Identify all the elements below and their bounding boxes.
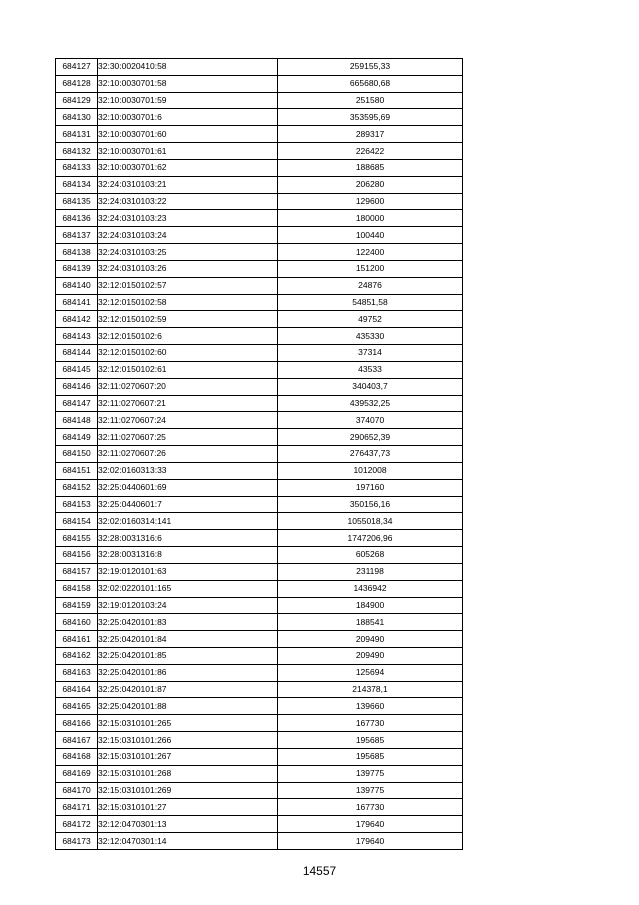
value-cell: 167730	[278, 715, 463, 732]
value-cell: 435330	[278, 328, 463, 345]
value-cell: 226422	[278, 143, 463, 160]
table-row	[56, 109, 463, 126]
value-cell: 179640	[278, 816, 463, 833]
table-row	[56, 378, 463, 395]
cadastral-number-cell: 32:12:0150102:59	[98, 311, 278, 328]
table-row	[56, 664, 463, 681]
value-cell: 195685	[278, 748, 463, 765]
value-cell: 214378,1	[278, 681, 463, 698]
cadastral-number-cell: 32:15:0310101:27	[98, 799, 278, 816]
cadastral-number-cell: 32:25:0420101:86	[98, 664, 278, 681]
cadastral-number-cell: 32:12:0150102:57	[98, 277, 278, 294]
row-id-cell: 684150	[56, 446, 98, 463]
cadastral-number-cell: 32:25:0440601:69	[98, 479, 278, 496]
table-row	[56, 681, 463, 698]
row-id-cell: 684163	[56, 664, 98, 681]
value-cell: 188685	[278, 159, 463, 176]
table-row	[56, 446, 463, 463]
row-id-cell: 684168	[56, 748, 98, 765]
value-cell: 100440	[278, 227, 463, 244]
row-id-cell: 684164	[56, 681, 98, 698]
row-id-cell: 684160	[56, 614, 98, 631]
cadastral-number-cell: 32:15:0310101:267	[98, 748, 278, 765]
value-cell: 276437,73	[278, 446, 463, 463]
value-cell: 54851,58	[278, 294, 463, 311]
value-cell: 24876	[278, 277, 463, 294]
cadastral-number-cell: 32:24:0310103:24	[98, 227, 278, 244]
row-id-cell: 684169	[56, 765, 98, 782]
table-row	[56, 563, 463, 580]
row-id-cell: 684162	[56, 647, 98, 664]
table-row	[56, 547, 463, 564]
cadastral-number-cell: 32:11:0270607:26	[98, 446, 278, 463]
value-cell: 665680,68	[278, 75, 463, 92]
table-row	[56, 412, 463, 429]
value-cell: 129600	[278, 193, 463, 210]
table-row	[56, 799, 463, 816]
table-row	[56, 345, 463, 362]
value-cell: 122400	[278, 244, 463, 261]
row-id-cell: 684166	[56, 715, 98, 732]
row-id-cell: 684156	[56, 547, 98, 564]
table-row	[56, 462, 463, 479]
row-id-cell: 684129	[56, 92, 98, 109]
data-table	[55, 58, 463, 850]
cadastral-number-cell: 32:10:0030701:61	[98, 143, 278, 160]
table-row	[56, 395, 463, 412]
cadastral-number-cell: 32:02:0220101:165	[98, 580, 278, 597]
row-id-cell: 684173	[56, 833, 98, 850]
row-id-cell: 684146	[56, 378, 98, 395]
table-row	[56, 614, 463, 631]
cadastral-number-cell: 32:25:0420101:84	[98, 631, 278, 648]
table-row	[56, 513, 463, 530]
cadastral-number-cell: 32:15:0310101:265	[98, 715, 278, 732]
row-id-cell: 684132	[56, 143, 98, 160]
table-row	[56, 698, 463, 715]
cadastral-number-cell: 32:02:0160314:141	[98, 513, 278, 530]
value-cell: 139775	[278, 782, 463, 799]
page-number: 14557	[302, 864, 337, 878]
cadastral-number-cell: 32:10:0030701:62	[98, 159, 278, 176]
cadastral-number-cell: 32:15:0310101:268	[98, 765, 278, 782]
table-row	[56, 143, 463, 160]
row-id-cell: 684143	[56, 328, 98, 345]
value-cell: 139660	[278, 698, 463, 715]
table-row	[56, 782, 463, 799]
cadastral-number-cell: 32:02:0160313:33	[98, 462, 278, 479]
cadastral-number-cell: 32:25:0420101:88	[98, 698, 278, 715]
row-id-cell: 684130	[56, 109, 98, 126]
value-cell: 151200	[278, 260, 463, 277]
cadastral-number-cell: 32:25:0440601:7	[98, 496, 278, 513]
table-row	[56, 765, 463, 782]
row-id-cell: 684167	[56, 732, 98, 749]
table-row	[56, 294, 463, 311]
cadastral-number-cell: 32:10:0030701:60	[98, 126, 278, 143]
table-row	[56, 277, 463, 294]
table-row	[56, 227, 463, 244]
row-id-cell: 684128	[56, 75, 98, 92]
table-row	[56, 597, 463, 614]
value-cell: 1055018,34	[278, 513, 463, 530]
row-id-cell: 684172	[56, 816, 98, 833]
table-row	[56, 126, 463, 143]
cadastral-number-cell: 32:12:0150102:6	[98, 328, 278, 345]
row-id-cell: 684165	[56, 698, 98, 715]
row-id-cell: 684131	[56, 126, 98, 143]
table-row	[56, 530, 463, 547]
cadastral-number-cell: 32:19:0120103:24	[98, 597, 278, 614]
table-row	[56, 176, 463, 193]
table-row	[56, 328, 463, 345]
row-id-cell: 684147	[56, 395, 98, 412]
value-cell: 1012008	[278, 462, 463, 479]
value-cell: 179640	[278, 833, 463, 850]
cadastral-number-cell: 32:24:0310103:23	[98, 210, 278, 227]
table-row	[56, 580, 463, 597]
value-cell: 188541	[278, 614, 463, 631]
row-id-cell: 684152	[56, 479, 98, 496]
row-id-cell: 684171	[56, 799, 98, 816]
row-id-cell: 684148	[56, 412, 98, 429]
value-cell: 340403,7	[278, 378, 463, 395]
cadastral-number-cell: 32:25:0420101:83	[98, 614, 278, 631]
value-cell: 37314	[278, 345, 463, 362]
cadastral-number-cell: 32:15:0310101:266	[98, 732, 278, 749]
table-row	[56, 210, 463, 227]
table-row	[56, 260, 463, 277]
row-id-cell: 684145	[56, 361, 98, 378]
table-row	[56, 715, 463, 732]
value-cell: 350156,16	[278, 496, 463, 513]
table-row	[56, 193, 463, 210]
value-cell: 206280	[278, 176, 463, 193]
table-row	[56, 816, 463, 833]
row-id-cell: 684161	[56, 631, 98, 648]
value-cell: 195685	[278, 732, 463, 749]
row-id-cell: 684133	[56, 159, 98, 176]
value-cell: 374070	[278, 412, 463, 429]
row-id-cell: 684139	[56, 260, 98, 277]
cadastral-number-cell: 32:10:0030701:58	[98, 75, 278, 92]
row-id-cell: 684137	[56, 227, 98, 244]
row-id-cell: 684136	[56, 210, 98, 227]
cadastral-number-cell: 32:11:0270607:20	[98, 378, 278, 395]
cadastral-number-cell: 32:19:0120101:63	[98, 563, 278, 580]
row-id-cell: 684138	[56, 244, 98, 261]
cadastral-number-cell: 32:28:0031316:8	[98, 547, 278, 564]
row-id-cell: 684151	[56, 462, 98, 479]
row-id-cell: 684142	[56, 311, 98, 328]
cadastral-number-cell: 32:28:0031316:6	[98, 530, 278, 547]
cadastral-number-cell: 32:10:0030701:59	[98, 92, 278, 109]
cadastral-number-cell: 32:24:0310103:22	[98, 193, 278, 210]
value-cell: 167730	[278, 799, 463, 816]
value-cell: 353595,69	[278, 109, 463, 126]
row-id-cell: 684155	[56, 530, 98, 547]
value-cell: 439532,25	[278, 395, 463, 412]
table-row	[56, 159, 463, 176]
cadastral-number-cell: 32:12:0470301:14	[98, 833, 278, 850]
table-row	[56, 429, 463, 446]
table-row	[56, 92, 463, 109]
cadastral-number-cell: 32:24:0310103:26	[98, 260, 278, 277]
table-row	[56, 244, 463, 261]
value-cell: 209490	[278, 647, 463, 664]
cadastral-number-cell: 32:30:0020410:58	[98, 59, 278, 76]
row-id-cell: 684141	[56, 294, 98, 311]
value-cell: 49752	[278, 311, 463, 328]
cadastral-number-cell: 32:12:0150102:58	[98, 294, 278, 311]
value-cell: 605268	[278, 547, 463, 564]
row-id-cell: 684153	[56, 496, 98, 513]
row-id-cell: 684158	[56, 580, 98, 597]
row-id-cell: 684135	[56, 193, 98, 210]
table-row	[56, 479, 463, 496]
value-cell: 290652,39	[278, 429, 463, 446]
cadastral-number-cell: 32:12:0150102:60	[98, 345, 278, 362]
cadastral-number-cell: 32:15:0310101:269	[98, 782, 278, 799]
value-cell: 209490	[278, 631, 463, 648]
cadastral-number-cell: 32:24:0310103:21	[98, 176, 278, 193]
table-row	[56, 647, 463, 664]
cadastral-number-cell: 32:11:0270607:21	[98, 395, 278, 412]
value-cell: 197160	[278, 479, 463, 496]
cadastral-number-cell: 32:24:0310103:25	[98, 244, 278, 261]
row-id-cell: 684157	[56, 563, 98, 580]
row-id-cell: 684134	[56, 176, 98, 193]
cadastral-number-cell: 32:11:0270607:24	[98, 412, 278, 429]
value-cell: 1747206,96	[278, 530, 463, 547]
row-id-cell: 684149	[56, 429, 98, 446]
value-cell: 259155,33	[278, 59, 463, 76]
table-body	[56, 59, 463, 850]
row-id-cell: 684159	[56, 597, 98, 614]
row-id-cell: 684127	[56, 59, 98, 76]
table-row	[56, 631, 463, 648]
cadastral-number-cell: 32:25:0420101:87	[98, 681, 278, 698]
row-id-cell: 684170	[56, 782, 98, 799]
table-row	[56, 748, 463, 765]
row-id-cell: 684144	[56, 345, 98, 362]
table-row	[56, 311, 463, 328]
value-cell: 289317	[278, 126, 463, 143]
table-row	[56, 59, 463, 76]
row-id-cell: 684154	[56, 513, 98, 530]
value-cell: 139775	[278, 765, 463, 782]
value-cell: 251580	[278, 92, 463, 109]
table-row	[56, 833, 463, 850]
cadastral-number-cell: 32:12:0150102:61	[98, 361, 278, 378]
row-id-cell: 684140	[56, 277, 98, 294]
value-cell: 43533	[278, 361, 463, 378]
value-cell: 1436942	[278, 580, 463, 597]
value-cell: 125694	[278, 664, 463, 681]
cadastral-number-cell: 32:10:0030701:6	[98, 109, 278, 126]
value-cell: 180000	[278, 210, 463, 227]
table-row	[56, 732, 463, 749]
table-row	[56, 361, 463, 378]
cadastral-number-cell: 32:11:0270607:25	[98, 429, 278, 446]
table-row	[56, 75, 463, 92]
value-cell: 184900	[278, 597, 463, 614]
value-cell: 231198	[278, 563, 463, 580]
table-row	[56, 496, 463, 513]
cadastral-number-cell: 32:12:0470301:13	[98, 816, 278, 833]
cadastral-number-cell: 32:25:0420101:85	[98, 647, 278, 664]
